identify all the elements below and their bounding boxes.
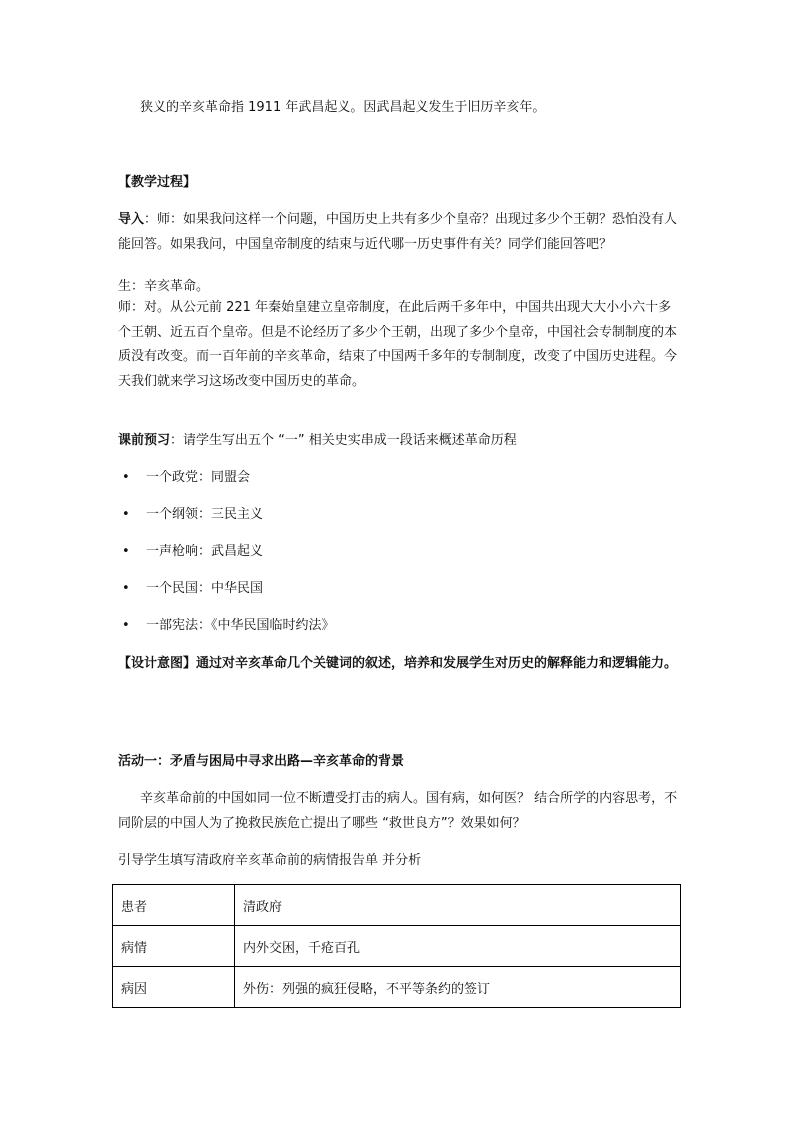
list-item: 一个民国：中华民国	[146, 581, 264, 596]
table-cell: 外伤：列强的疯狂侵略，不平等条约的签订	[235, 967, 681, 1008]
bullet-marker: •	[122, 544, 130, 559]
intro-line: 狭义的辛亥革命指 1911 年武昌起义。因武昌起义发生于旧历辛亥年。	[140, 100, 546, 115]
table-cell: 病情	[113, 926, 235, 967]
table-cell: 患者	[113, 885, 235, 926]
table-row	[113, 885, 681, 926]
table-cell: 清政府	[235, 885, 681, 926]
preview-line	[118, 430, 517, 452]
list-item: 一个政党：同盟会	[146, 470, 251, 485]
report-table	[112, 884, 681, 1008]
design-intent: 【设计意图】通过对辛亥革命几个关键词的叙述，培养和发展学生对历史的解释能力和逻辑能力。	[118, 656, 678, 671]
lead-in-paragraph	[118, 208, 678, 257]
list-item: 一个纲领：三民主义	[146, 507, 264, 522]
table-row	[113, 926, 681, 967]
preview-text: ：请学生写出五个 “一” 相关史实串成一段话来概述革命历程	[170, 433, 517, 448]
student-answer: 生：辛亥革命。	[118, 279, 210, 294]
preview-label: 课前预习	[118, 433, 171, 448]
lead-in-label: 导入	[118, 212, 145, 227]
table-cell: 内外交困，千疮百孔	[235, 926, 681, 967]
teacher-paragraph: 师：对。从公元前 221 年秦始皇建立皇帝制度，在此后两千多年中，中国共出现大大小小六十多个王朝、近五百个皇帝。但是不论经历了多少个王朝，出现了多少个皇帝，中国社会专制制度的本质没有改变。而一百年前的辛亥革命，结束了中国两千多年的专制制度，改变了中国历史进程。今天我们就来学习这场改变中国历史的革命。	[118, 300, 678, 389]
list-item: 一声枪响：武昌起义	[146, 544, 264, 559]
table-cell: 病因	[113, 967, 235, 1008]
list-item: 一部宪法：《中华民国临时约法》	[146, 618, 335, 633]
bullet-marker: •	[122, 618, 130, 633]
activity-heading: 活动一：矛盾与困局中寻求出路—辛亥革命的背景	[118, 754, 405, 769]
lead-in-text: ：师：如果我问这样一个问题，中国历史上共有多少个皇帝？出现过多少个王朝？恐怕没有人能回答。如果我问，中国皇帝制度的结束与近代哪一历史事件有关？同学们能回答吧？	[118, 212, 678, 252]
table-row	[113, 967, 681, 1008]
activity-paragraph: 辛亥革命前的中国如同一位不断遭受打击的病人。国有病，如何医？ 结合所学的内容思考，不同阶层的中国人为了挽救民族危亡提出了哪些 “救世良方”？效果如何？	[118, 791, 678, 831]
bullet-marker: •	[122, 581, 130, 596]
process-heading: 【教学过程】	[118, 175, 197, 190]
bullet-marker: •	[122, 507, 130, 522]
bullet-marker: •	[122, 470, 130, 485]
guide-line: 引导学生填写清政府辛亥革命前的病情报告单 并分析	[118, 853, 422, 868]
